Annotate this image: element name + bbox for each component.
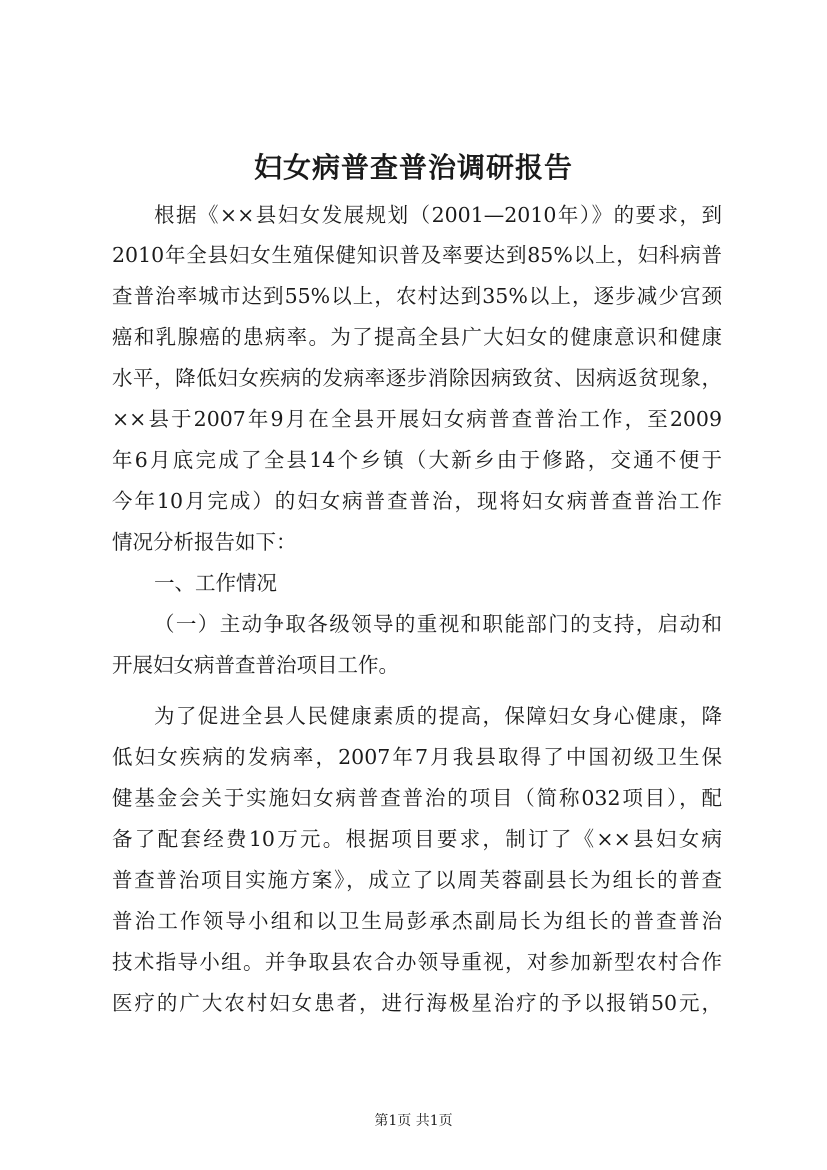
text-line: 为了促进全县人民健康素质的提高，保障妇女身心健康，降: [154, 704, 722, 728]
text-line: 技术指导小组。并争取县农合办领导重视，对参加新型农村合作: [112, 950, 722, 974]
text-line: 普治工作领导小组和以卫生局彭承杰副局长为组长的普查普治: [112, 909, 722, 933]
document-title: 妇女病普查普治调研报告: [253, 151, 573, 184]
text-line: 查普治率城市达到55%以上，农村达到35%以上，逐步减少宫颈: [112, 284, 722, 308]
text-line: 2010年全县妇女生殖保健知识普及率要达到85%以上，妇科病普: [112, 243, 722, 267]
text-line: 水平，降低妇女疾病的发病率逐步消除因病致贫、因病返贫现象，: [112, 366, 722, 390]
text-line: 根据《××县妇女发展规划（2001—2010年）》的要求，到: [154, 203, 722, 227]
text-line: 低妇女疾病的发病率，2007年7月我县取得了中国初级卫生保: [112, 745, 722, 769]
text-line: 今年10月完成）的妇女病普查普治，现将妇女病普查普治工作: [112, 489, 722, 513]
text-line: 健基金会关于实施妇女病普查普治的项目（简称032项目），配: [112, 786, 722, 810]
text-line: 年6月底完成了全县14个乡镇（大新乡由于修路，交通不便于: [112, 448, 722, 472]
section-heading: 一、工作情况: [154, 571, 277, 595]
text-line: ××县于2007年9月在全县开展妇女病普查普治工作，至2009: [112, 407, 722, 431]
text-line: 普查普治项目实施方案》，成立了以周芙蓉副县长为组长的普查: [112, 868, 722, 892]
page-footer: 第1页 共1页: [374, 1113, 453, 1129]
text-line: 备了配套经费10万元。根据项目要求，制订了《××县妇女病: [112, 827, 722, 851]
text-line: 情况分析报告如下：: [112, 530, 297, 554]
subsection-heading: （一）主动争取各级领导的重视和职能部门的支持，启动和: [154, 612, 722, 636]
text-line: 医疗的广大农村妇女患者，进行海极星治疗的予以报销50元，: [112, 991, 722, 1015]
subsection-heading-cont: 开展妇女病普查普治项目工作。: [112, 653, 399, 677]
text-line: 癌和乳腺癌的患病率。为了提高全县广大妇女的健康意识和健康: [112, 325, 722, 349]
